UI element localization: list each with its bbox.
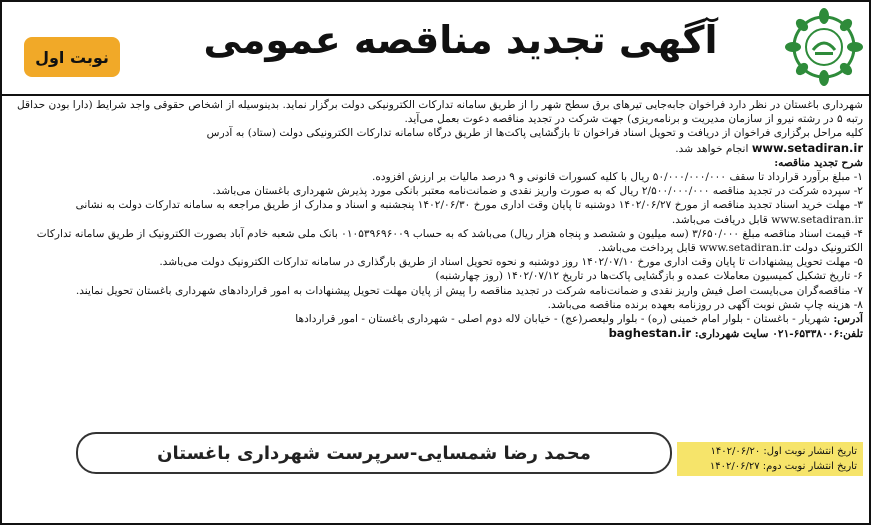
- header-divider: [2, 94, 869, 96]
- notice-body: [6, 98, 863, 428]
- intro-paragraph: شهرداری باغستان در نظر دارد فراخوان جابه‌جایی تیرهای برق سطح شهر را از طریق سامانه تدارکات الکترونیکی دولت برگزار نماید. بدینوسیله از اشخاص حقوقی واجد شرایط (دارا بودن حداقل رتبه ۵ در رشته نیرو از سازمان مدیریت و برنامه‌ریزی) جهت شرکت در تجدید مناقصه دعوت بعمل می‌آید.: [17, 99, 863, 126]
- intro-text: کلیه مراحل برگزاری فراخوان از دریافت و تحویل اسناد فراخوان تا بازگشایی پاکت‌ها از طریق درگاه سامانه تدارکات الکترونیکی دولت (ستاد) به آدرس: [206, 127, 863, 140]
- tender-item: ۷- مناقصه‌گران می‌بایست اصل فیش واریز نقدی و ضمانت‌نامه شرکت در تجدید مناقصه را پیش از پایان مهلت تحویل پیشنهادات به امور قراردادهای شهرداری باغستان تحویل نمایند.: [75, 284, 863, 297]
- intro-paragraph: [6, 126, 863, 140]
- address-text: شهریار - باغستان - بلوار امام خمینی (ره) - بلوار ولیعصر(عج) - خیابان لاله دوم اصلی - شهرداری باغستان - امور قراردادها: [295, 313, 830, 326]
- phone-label: تلفن:: [839, 328, 863, 341]
- tender-item: ۵- مهلت تحویل پیشنهادات تا پایان وقت اداری مورخ ۱۴۰۲/۰۷/۱۰ روز دوشنبه و نحوه تحویل اسناد از طریق بارگذاری در سامانه تدارکات الکترونیک دولت می‌باشد.: [159, 256, 863, 269]
- intro-tail: انجام خواهد شد.: [675, 142, 749, 155]
- tender-item: ۱- مبلغ برآورد قرارداد تا سقف ۵۰/۰۰۰/۰۰۰/۰۰۰ ریال با کلیه کسورات قانونی و ۹ درصد مالیات بر ارزش افزوده.: [372, 171, 863, 184]
- setadiran-link[interactable]: www.setadiran.ir: [751, 140, 863, 155]
- notice-header: [2, 2, 869, 94]
- site-label: سایت شهرداری:: [694, 328, 769, 341]
- notice-title: آگهی تجدید مناقصه عمومی: [203, 18, 718, 62]
- intro-url-line: [6, 141, 863, 156]
- signature-box: محمد رضا شمسایی-سرپرست شهرداری باغستان: [76, 432, 672, 474]
- first-publication-date: تاریخ انتشار نوبت اول: ۱۴۰۲/۰۶/۲۰: [710, 446, 857, 457]
- baghestan-logo-icon: [785, 8, 863, 86]
- phone-number: ۶۵۳۳۸۰۰۶-۰۲۱: [772, 328, 840, 341]
- contact-line: [6, 326, 863, 341]
- second-publication-date: تاریخ انتشار نوبت دوم: ۱۴۰۲/۰۶/۲۷: [709, 461, 857, 472]
- round-badge: نوبت اول: [24, 37, 120, 77]
- tender-item: ۳- مهلت خرید اسناد تجدید مناقصه از مورخ ۱۴۰۲/۰۶/۲۷ دوشنبه تا پایان وقت اداری مورخ ۱۴۰۲/۰۶/۳۰ پنجشنبه و اسناد و مدارک از طریق مراجعه به سامانه تدارکات دولت به نشانی www.setadiran.ir قابل دریافت می‌باشد.: [75, 199, 863, 226]
- tender-item: ۶- تاریخ تشکیل کمیسیون معاملات عمده و بازگشایی پاکت‌ها در تاریخ ۱۴۰۲/۰۷/۱۲ (روز چهارشنبه): [435, 270, 863, 283]
- publication-dates: [677, 442, 863, 476]
- site-link[interactable]: baghestan.ir: [608, 326, 692, 341]
- tender-item: ۸- هزینه چاپ شش نوبت آگهی در روزنامه بعهده برنده مناقصه می‌باشد.: [547, 298, 863, 311]
- tender-item: ۲- سپرده شرکت در تجدید مناقصه ۲/۵۰۰/۰۰۰/۰۰۰ ریال که به صورت واریز نقدی و ضمانت‌نامه معتبر بانکی مورد پذیرش شهرداری باغستان می‌باشد.: [212, 185, 863, 198]
- address-line: [6, 312, 863, 326]
- tender-item: ۴- قیمت اسناد مناقصه مبلغ ۳/۶۵۰/۰۰۰ (سه میلیون و ششصد و پنجاه هزار ریال) می‌باشد که به حساب ۰۱۰۵۳۹۶۹۶۰۰۹ بانک ملی شعبه خادم آباد بصورت الکترونیک از طریق سامانه تدارکات الکترونیک دولت www.setadiran.ir قابل پرداخت می‌باشد.: [36, 227, 863, 255]
- address-label: آدرس:: [833, 313, 863, 326]
- section-title: شرح تجدید مناقصه:: [774, 156, 863, 169]
